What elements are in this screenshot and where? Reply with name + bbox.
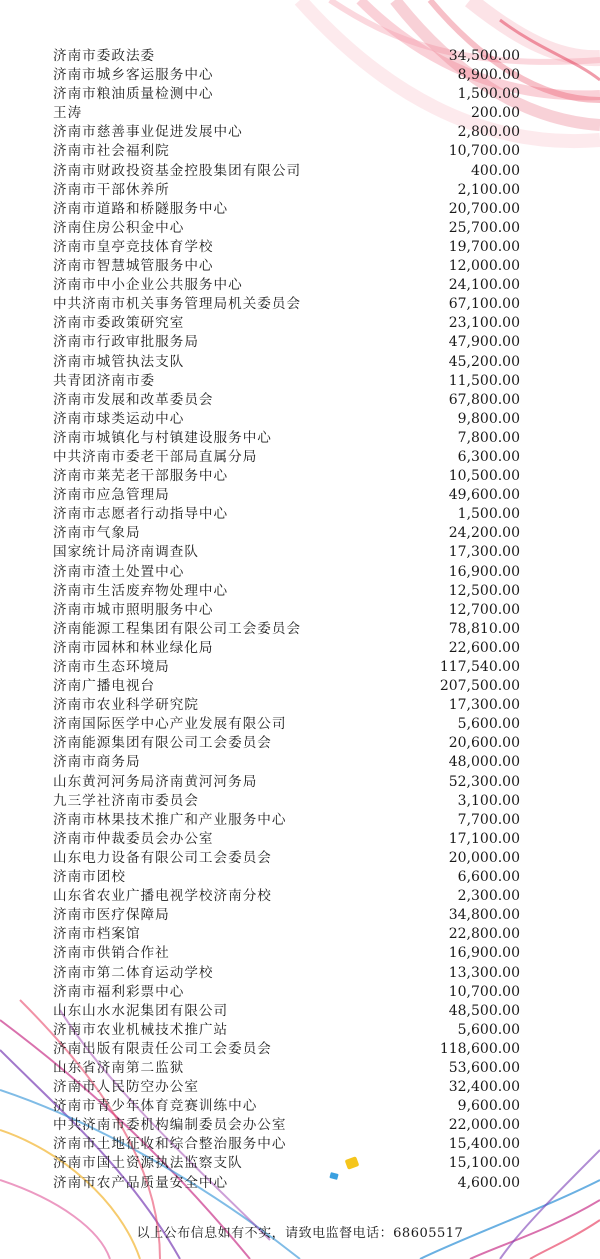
donation-amount: 34,800.00 (448, 907, 520, 924)
donor-name: 中共济南市委老干部局直属分局 (53, 448, 258, 465)
donor-name: 济南市中小企业公共服务中心 (53, 277, 243, 294)
donor-name: 济南市委政法委 (53, 48, 156, 64)
donation-amount: 23,100.00 (448, 315, 520, 332)
donor-name: 济南市城市照明服务中心 (53, 601, 214, 618)
list-item (0, 677, 600, 696)
donation-amount: 48,000.00 (448, 754, 520, 771)
donor-name: 济南市林果技术推广和产业服务中心 (53, 811, 287, 828)
donation-amount: 8,900.00 (457, 67, 520, 84)
list-item (0, 123, 600, 142)
donation-amount: 11,500.00 (448, 372, 520, 389)
donor-name: 山东黄河河务局济南黄河河务局 (53, 773, 258, 790)
donation-amount: 67,800.00 (448, 391, 520, 408)
donation-amount: 17,300.00 (448, 697, 520, 714)
list-item (0, 142, 600, 161)
list-item (0, 1021, 600, 1040)
donation-amount: 24,200.00 (448, 525, 520, 542)
donor-name: 济南能源工程集团有限公司工会委员会 (53, 620, 302, 637)
list-item (0, 104, 600, 123)
donation-amount: 49,600.00 (448, 487, 520, 504)
donation-list (0, 47, 600, 1193)
donation-amount: 67,100.00 (448, 296, 520, 313)
donation-amount: 45,200.00 (448, 353, 520, 370)
donation-amount: 20,700.00 (448, 200, 520, 217)
list-item (0, 47, 600, 66)
list-item (0, 429, 600, 448)
donor-name: 济南市莱芜老干部服务中心 (53, 468, 229, 485)
donor-name: 济南市农业科学研究院 (53, 697, 199, 714)
list-item (0, 830, 600, 849)
donation-amount: 20,600.00 (448, 735, 520, 752)
donor-name: 中共济南市机关事务管理局机关委员会 (53, 296, 302, 313)
list-item (0, 353, 600, 372)
list-item (0, 1116, 600, 1135)
donor-name: 济南国际医学中心产业发展有限公司 (53, 716, 287, 733)
donor-name: 中共济南市委机构编制委员会办公室 (53, 1117, 287, 1134)
donation-amount: 117,540.00 (439, 659, 520, 675)
donor-name: 济南市委政策研究室 (53, 315, 185, 332)
donation-amount: 13,300.00 (448, 964, 520, 981)
donation-amount: 12,500.00 (448, 582, 520, 599)
list-item (0, 753, 600, 772)
donor-name: 济南住房公积金中心 (53, 219, 185, 236)
donor-name: 山东电力设备有限公司工会委员会 (53, 849, 272, 866)
donor-name: 济南市皇亭竞技体育学校 (53, 238, 214, 255)
list-item (0, 658, 600, 677)
donation-amount: 12,000.00 (448, 258, 520, 275)
donor-name: 济南市农业机械技术推广站 (53, 1021, 229, 1038)
donor-name: 济南市土地征收和综合整治服务中心 (53, 1136, 287, 1153)
list-item (0, 276, 600, 295)
donor-name: 王涛 (53, 105, 83, 122)
list-item (0, 696, 600, 715)
list-item (0, 486, 600, 505)
donation-amount: 9,800.00 (457, 410, 520, 427)
list-item (0, 295, 600, 314)
list-item (0, 66, 600, 85)
donation-amount: 17,100.00 (448, 830, 520, 847)
list-item (0, 219, 600, 238)
list-item (0, 85, 600, 104)
donation-amount: 16,900.00 (448, 945, 520, 962)
list-item (0, 620, 600, 639)
donor-name: 济南市城管执法支队 (53, 353, 185, 370)
list-item (0, 983, 600, 1002)
list-item (0, 868, 600, 887)
footer-notice: 以上公布信息如有不实，请致电监督电话：68605517 (136, 1226, 464, 1241)
donation-amount: 19,700.00 (448, 238, 520, 255)
donor-name: 山东山水水泥集团有限公司 (53, 1002, 229, 1019)
list-item (0, 944, 600, 963)
list-item (0, 601, 600, 620)
donation-amount: 1,500.00 (457, 86, 520, 103)
donor-name: 济南市园林和林业绿化局 (53, 639, 214, 656)
list-item (0, 887, 600, 906)
donation-amount: 2,800.00 (457, 124, 520, 141)
donor-name: 济南市医疗保障局 (53, 907, 170, 924)
donor-name: 济南市供销合作社 (53, 945, 170, 962)
donor-name: 济南广播电视台 (53, 678, 156, 695)
donation-amount: 16,900.00 (448, 563, 520, 580)
donor-name: 济南市慈善事业促进发展中心 (53, 124, 243, 141)
donation-amount: 3,100.00 (457, 792, 520, 809)
list-item (0, 639, 600, 658)
donor-name: 济南市应急管理局 (53, 487, 170, 504)
list-item (0, 1174, 600, 1193)
donor-name: 济南市粮油质量检测中心 (53, 86, 214, 103)
donor-name: 济南市道路和桥隧服务中心 (53, 200, 229, 217)
list-item (0, 1078, 600, 1097)
donation-amount: 47,900.00 (448, 334, 520, 351)
list-item (0, 391, 600, 410)
donor-name: 济南市社会福利院 (53, 143, 170, 160)
donation-amount: 6,300.00 (457, 448, 520, 465)
list-item (0, 811, 600, 830)
donation-amount: 17,300.00 (448, 544, 520, 561)
donor-name: 山东省济南第二监狱 (53, 1059, 185, 1076)
donation-amount: 15,100.00 (448, 1155, 520, 1172)
donation-amount: 22,800.00 (448, 926, 520, 943)
list-item (0, 372, 600, 391)
list-item (0, 563, 600, 582)
list-item (0, 543, 600, 562)
donation-amount: 22,600.00 (448, 639, 520, 656)
donation-amount: 7,800.00 (457, 429, 520, 446)
list-item (0, 773, 600, 792)
list-item (0, 524, 600, 543)
donor-name: 济南市生活废弃物处理中心 (53, 582, 229, 599)
donor-name: 济南市团校 (53, 869, 126, 886)
donation-amount: 4,600.00 (457, 1174, 520, 1191)
donor-name: 济南市农产品质量安全中心 (53, 1174, 229, 1191)
list-item (0, 505, 600, 524)
list-item (0, 1154, 600, 1173)
list-item (0, 314, 600, 333)
list-item (0, 925, 600, 944)
donor-name: 济南市仲裁委员会办公室 (53, 830, 214, 847)
donation-amount: 200.00 (471, 105, 520, 122)
list-item (0, 964, 600, 983)
list-item (0, 200, 600, 219)
list-item (0, 410, 600, 429)
donation-amount: 22,000.00 (448, 1117, 520, 1134)
list-item (0, 1135, 600, 1154)
list-item (0, 1002, 600, 1021)
donor-name: 国家统计局济南调查队 (53, 544, 199, 561)
list-item (0, 734, 600, 753)
list-item (0, 849, 600, 868)
list-item (0, 333, 600, 352)
list-item (0, 792, 600, 811)
donor-name: 济南市福利彩票中心 (53, 983, 185, 1000)
donation-amount: 400.00 (471, 162, 520, 179)
donation-amount: 2,100.00 (457, 181, 520, 198)
donor-name: 济南市商务局 (53, 754, 141, 771)
list-item (0, 715, 600, 734)
donor-name: 济南市城镇化与村镇建设服务中心 (53, 429, 272, 446)
donor-name: 九三学社济南市委员会 (53, 792, 199, 809)
list-item (0, 1097, 600, 1116)
donation-amount: 1,500.00 (457, 506, 520, 523)
donor-name: 济南能源集团有限公司工会委员会 (53, 735, 272, 752)
list-item (0, 181, 600, 200)
donation-amount: 32,400.00 (448, 1079, 520, 1096)
list-item (0, 467, 600, 486)
list-item (0, 162, 600, 181)
donor-name: 济南市气象局 (53, 525, 141, 542)
donor-name: 济南市青少年体育竞赛训练中心 (53, 1098, 258, 1115)
donation-amount: 10,700.00 (448, 983, 520, 1000)
donation-amount: 10,700.00 (448, 143, 520, 160)
donation-amount: 7,700.00 (457, 811, 520, 828)
list-item (0, 1040, 600, 1059)
donation-amount: 5,600.00 (457, 1021, 520, 1038)
donation-amount: 25,700.00 (448, 219, 520, 236)
donation-amount: 24,100.00 (448, 277, 520, 294)
donor-name: 济南市生态环境局 (53, 659, 170, 675)
donation-amount: 20,000.00 (448, 849, 520, 866)
donation-amount: 34,500.00 (448, 48, 520, 64)
donor-name: 济南市国土资源执法监察支队 (53, 1155, 243, 1172)
donor-name: 济南市档案馆 (53, 926, 141, 943)
donation-amount: 2,300.00 (457, 888, 520, 905)
donor-name: 济南市第二体育运动学校 (53, 964, 214, 981)
donation-amount: 9,600.00 (457, 1098, 520, 1115)
list-item (0, 906, 600, 925)
list-item (0, 448, 600, 467)
donation-amount: 12,700.00 (448, 601, 520, 618)
donation-amount: 5,600.00 (457, 716, 520, 733)
donor-name: 济南出版有限责任公司工会委员会 (53, 1040, 272, 1057)
donor-name: 济南市行政审批服务局 (53, 334, 199, 351)
donation-amount: 78,810.00 (448, 620, 520, 637)
donor-name: 济南市人民防空办公室 (53, 1079, 199, 1096)
donation-amount: 10,500.00 (448, 468, 520, 485)
donation-amount: 207,500.00 (439, 678, 520, 695)
donor-name: 济南市智慧城管服务中心 (53, 258, 214, 275)
donor-name: 济南市干部休养所 (53, 181, 170, 198)
list-item (0, 238, 600, 257)
donation-amount: 15,400.00 (448, 1136, 520, 1153)
donation-amount: 52,300.00 (448, 773, 520, 790)
donor-name: 共青团济南市委 (53, 372, 156, 389)
list-item (0, 1059, 600, 1078)
donation-amount: 6,600.00 (457, 869, 520, 886)
donor-name: 济南市发展和改革委员会 (53, 391, 214, 408)
donor-name: 济南市财政投资基金控股集团有限公司 (53, 162, 302, 179)
donor-name: 济南市志愿者行动指导中心 (53, 506, 229, 523)
donor-name: 济南市球类运动中心 (53, 410, 185, 427)
donor-name: 山东省农业广播电视学校济南分校 (53, 888, 272, 905)
donation-amount: 53,600.00 (448, 1059, 520, 1076)
list-item (0, 582, 600, 601)
donation-amount: 118,600.00 (439, 1040, 520, 1057)
donation-amount: 48,500.00 (448, 1002, 520, 1019)
donor-name: 济南市渣土处置中心 (53, 563, 185, 580)
donor-name: 济南市城乡客运服务中心 (53, 67, 214, 84)
list-item (0, 257, 600, 276)
